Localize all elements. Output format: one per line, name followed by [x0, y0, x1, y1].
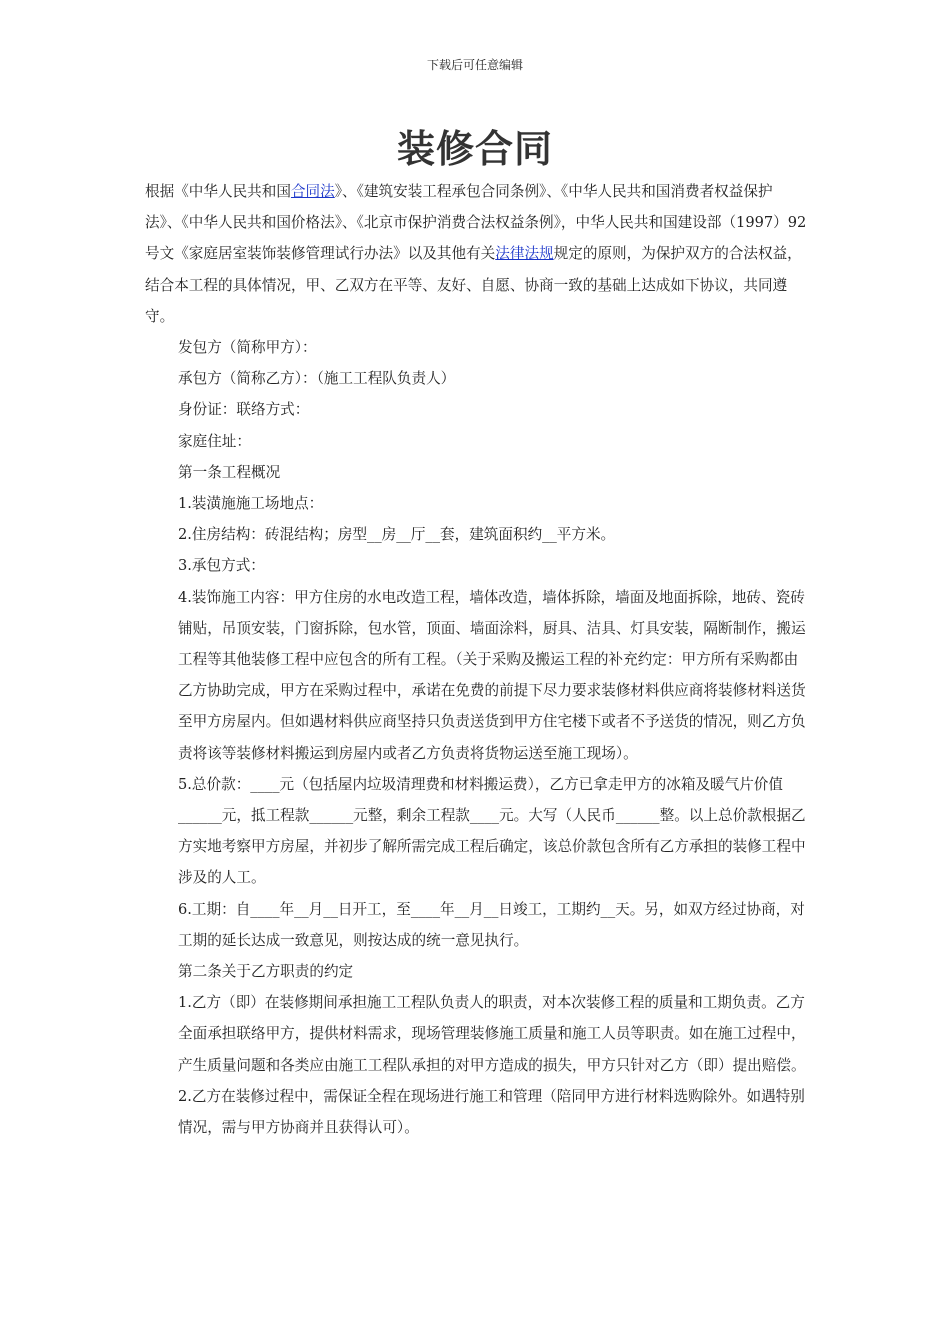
intro-paragraph: [145, 176, 809, 332]
article-1-item: 5.总价款：____元（包括屋内垃圾清理费和材料搬运费），乙方已拿走甲方的冰箱及暖气片价值______元，抵工程款______元整，剩余工程款____元。大写（人民币______整。以上总价款根据乙方实地考察甲方房屋，并初步了解所需完成工程后确定，该总价款包含所有乙方承担的装修工程中涉及的人工。: [178, 775, 806, 887]
article-2-item: 2.乙方在装修过程中，需保证全程在现场进行施工和管理（陪同甲方进行材料选购除外。如遇特别情况，需与甲方协商并且获得认可）。: [178, 1087, 805, 1137]
article-1-item: 1.装潢施施工场地点：: [178, 495, 324, 513]
article-2-item: 1.乙方（即）在装修期间承担施工工程队负责人的职责，对本次装修工程的质量和工期负责。乙方全面承担联络甲方，提供材料需求，现场管理装修施工质量和施工人员等职责。如在施工过程中，产生质量问题和各类应由施工工程队承担的对甲方造成的损失，甲方只针对乙方（即）提出赔偿。: [178, 994, 806, 1074]
article-1-item: 4.装饰施工内容：甲方住房的水电改造工程，墙体改造，墙体拆除，墙面及地面拆除，地砖、瓷砖铺贴，吊顶安装，门窗拆除，包水管，顶面、墙面涂料，厨具、洁具、灯具安装，隔断制作，搬运工程等其他装修工程中应包含的所有工程。（关于采购及搬运工程的补充约定：甲方所有采购都由乙方协助完成，甲方在采购过程中，承诺在免费的前提下尽力要求装修材料供应商将装修材料送货至甲方房屋内。但如遇材料供应商坚持只负责送货到甲方住宅楼下或者不予送货的情况，则乙方负责将该等装修材料搬运到房屋内或者乙方负责将货物运送至施工现场）。: [178, 588, 806, 762]
id-contact-field: 身份证：联络方式：: [178, 401, 310, 419]
intro-text-a: 根据《中华人民共和国: [145, 183, 291, 200]
party-b-field: 承包方（简称乙方）：（施工工程队负责人）: [178, 370, 456, 388]
document-title: 装修合同: [396, 127, 553, 171]
intro-text-b: 》、《建筑安装工程承包合同条例》、《中华人民共和国消费者权益保护法》、《中华人民共和国价格法》、《北京市保护消费合法权益条例》，中华人民共和国建设部（1997）92号文《家庭居室装饰装修管理试行办法》以及其他有关: [145, 183, 807, 263]
intro-text-c: 规定的原则，为保护双方的合法权益，结合本工程的具体情况，甲、乙双方在平等、友好、自愿、协商一致的基础上达成如下协议，共同遵守。: [145, 245, 802, 325]
contract-body: [145, 176, 809, 1143]
address-field: 家庭住址：: [178, 432, 251, 450]
party-a-field: 发包方（简称甲方）：: [178, 339, 317, 357]
article-1-item: 2.住房结构：砖混结构；房型__房__厅__套，建筑面积约__平方米。: [178, 526, 616, 544]
article-1-item: 6.工期：自____年__月__日开工，至____年__月__日竣工，工期约__天。另，如双方经过协商，对工期的延长达成一致意见，则按达成的统一意见执行。: [178, 900, 805, 949]
article-2-heading: 第二条关于乙方职责的约定: [178, 963, 354, 981]
contract-law-link[interactable]: 合同法: [290, 183, 335, 200]
header-note: 下载后可任意编辑: [426, 58, 523, 72]
laws-regulations-link[interactable]: 法律法规: [495, 245, 554, 263]
article-1-heading: 第一条工程概况: [178, 463, 281, 481]
article-1-item: 3.承包方式：: [178, 557, 265, 575]
